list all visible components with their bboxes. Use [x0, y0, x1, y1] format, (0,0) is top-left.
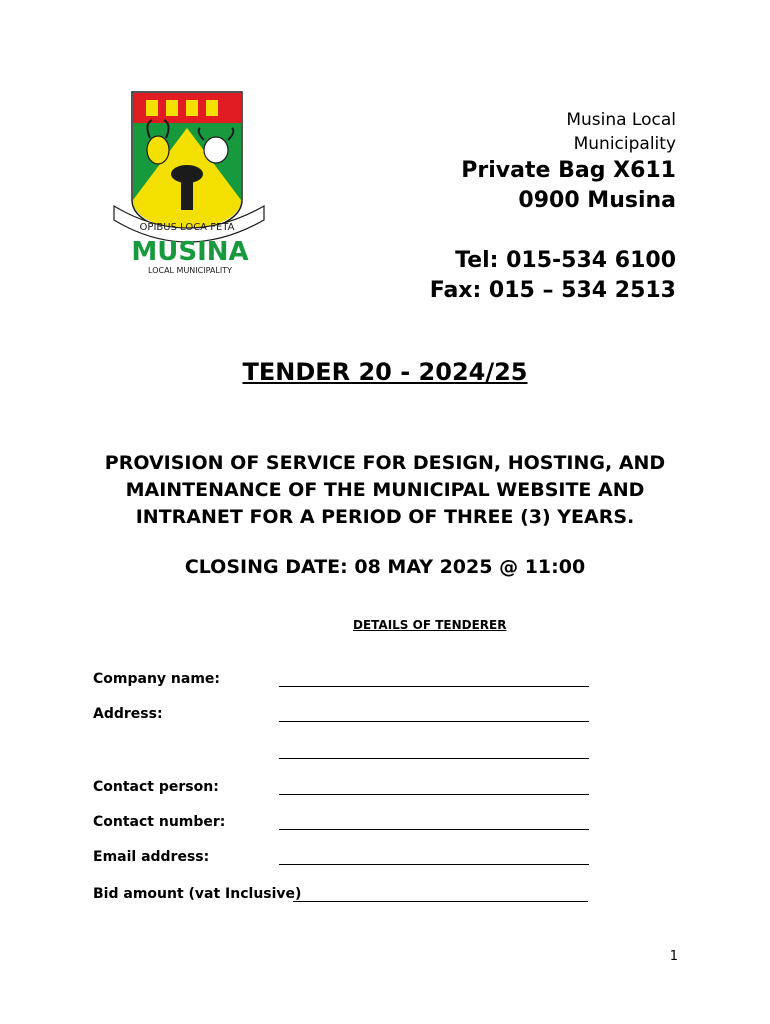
email-line[interactable]: [279, 864, 589, 865]
scope-line-2: MAINTENANCE OF THE MUNICIPAL WEBSITE AND: [125, 479, 645, 501]
private-bag: Private Bag X611: [461, 158, 676, 183]
address-line-1[interactable]: [279, 721, 589, 722]
address-label: Address:: [93, 706, 163, 722]
org-name-line2: Municipality: [573, 134, 676, 154]
contact-person-label: Contact person:: [93, 779, 219, 795]
address-line-2[interactable]: [279, 758, 589, 759]
crest-icon: [110, 88, 270, 278]
company-name-line[interactable]: [279, 686, 589, 687]
bid-amount-label: Bid amount (vat Inclusive): [93, 886, 302, 902]
email-label: Email address:: [93, 849, 210, 865]
logo-name: MUSINA: [131, 237, 249, 267]
tender-number: TENDER 20 - 2024/25: [242, 358, 528, 386]
closing-date: CLOSING DATE: 08 MAY 2025 @ 11:00: [184, 556, 586, 578]
fax: Fax: 015 – 534 2513: [429, 278, 676, 303]
postal-address: 0900 Musina: [518, 188, 676, 213]
tender-scope: [70, 450, 700, 531]
telephone: Tel: 015-534 6100: [455, 248, 676, 273]
org-name-line1: Musina Local: [566, 110, 676, 130]
company-name-label: Company name:: [93, 671, 221, 687]
contact-number-label: Contact number:: [93, 814, 226, 830]
details-heading: DETAILS OF TENDERER: [353, 618, 507, 632]
contact-number-line[interactable]: [279, 829, 589, 830]
logo-motto: OPIBUS LOCA FETA: [139, 222, 235, 233]
bid-amount-line[interactable]: [293, 901, 588, 902]
municipality-logo: [110, 88, 270, 278]
page-number: 1: [669, 949, 678, 964]
scope-line-3: INTRANET FOR A PERIOD OF THREE (3) YEARS.: [135, 506, 635, 528]
contact-person-line[interactable]: [279, 794, 589, 795]
scope-line-1: PROVISION OF SERVICE FOR DESIGN, HOSTING, AND: [104, 452, 666, 474]
logo-subtitle: LOCAL MUNICIPALITY: [148, 266, 232, 275]
